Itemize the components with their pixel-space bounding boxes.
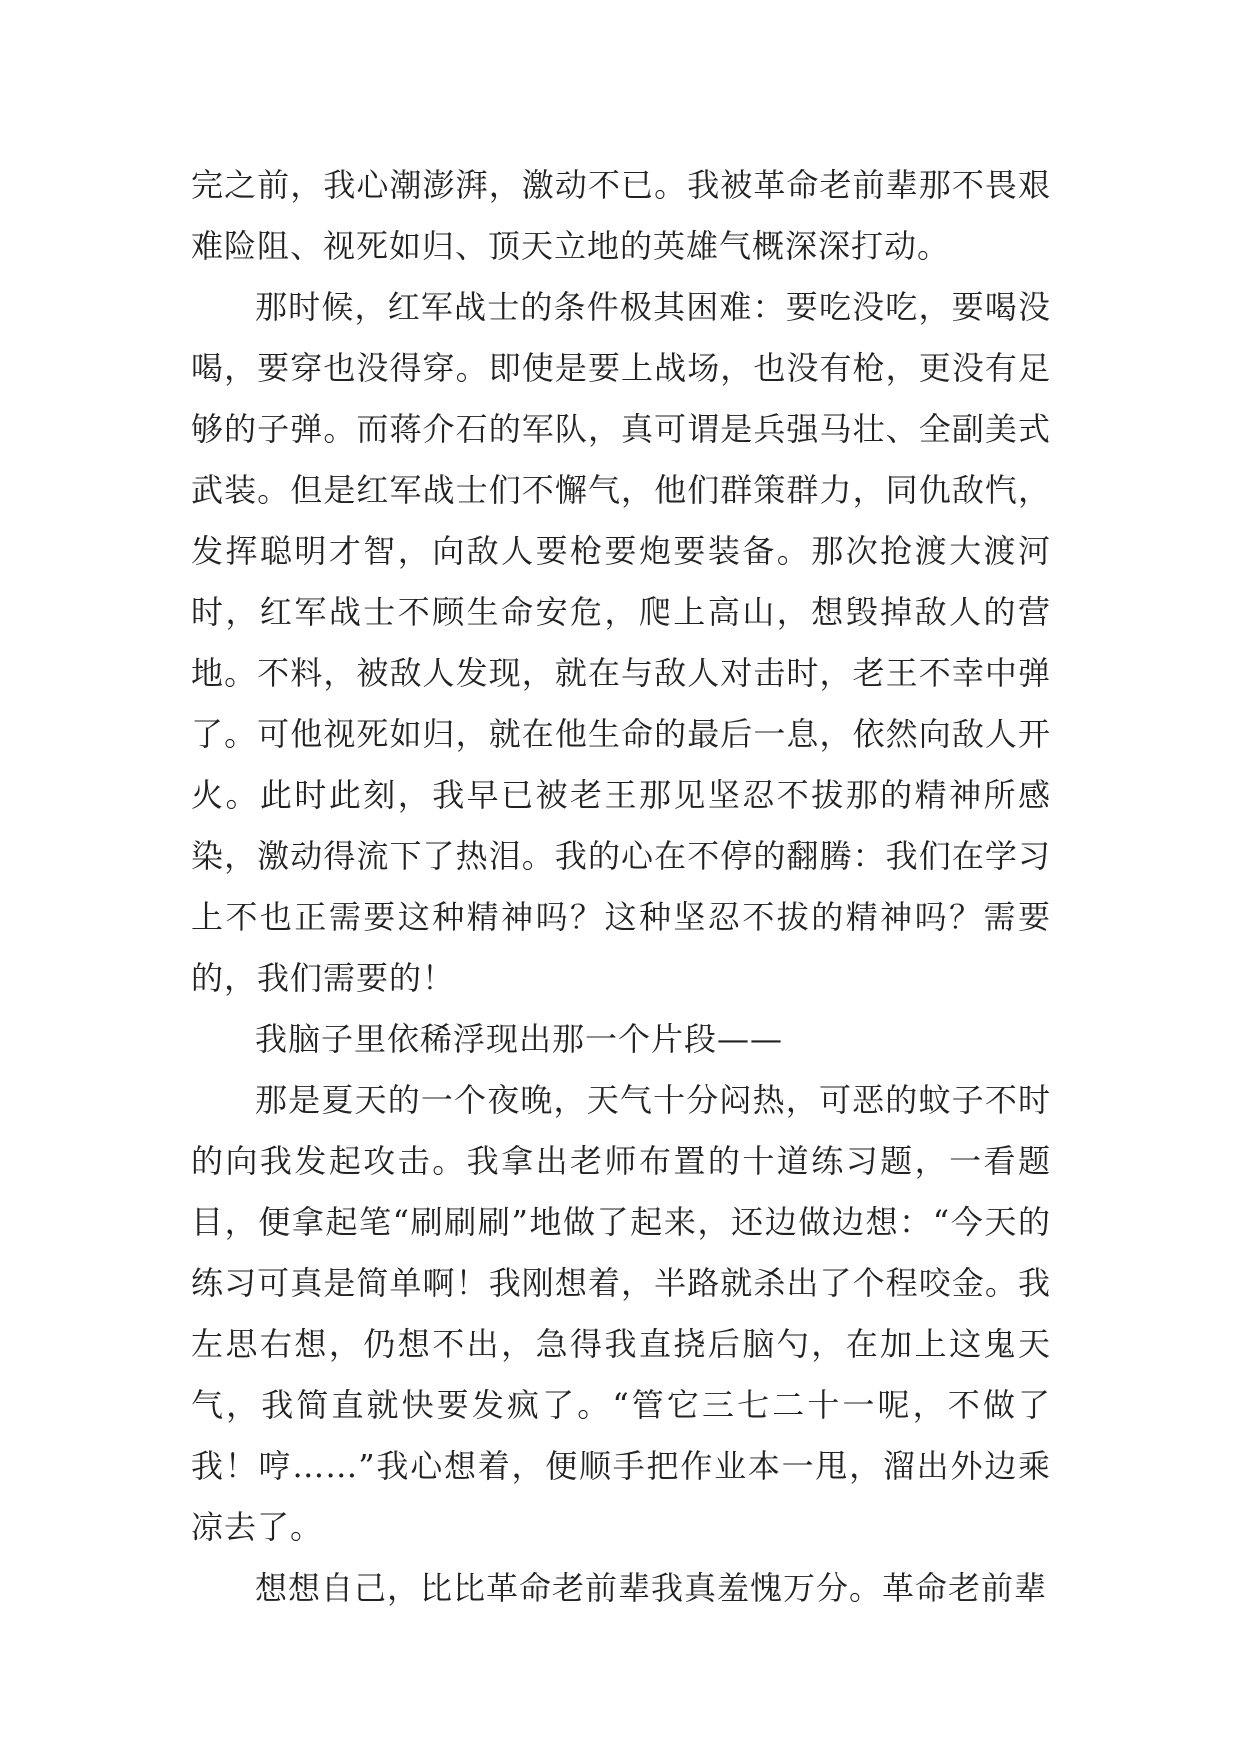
essay-body — [191, 155, 1051, 1619]
paragraph-4: 那是夏天的一个夜晚，天气十分闷热，可恶的蚊子不时的向我发起攻击。我拿出老师布置的十道练习题，一看题目，便拿起笔“刷刷刷”地做了起来，还边做边想：“今天的练习可真是简单啊！我刚想着，半路就杀出了个程咬金。我左思右想，仍想不出，急得我直挠后脑勺，在加上这鬼天气，我简直就快要发疯了。“管它三七二十一呢，不做了我！哼……”我心想着，便顺手把作业本一甩，溜出外边乘凉去了。 — [191, 1081, 1051, 1546]
paragraph-1: 完之前，我心潮澎湃，激动不已。我被革命老前辈那不畏艰难险阻、视死如归、顶天立地的英雄气概深深打动。 — [191, 166, 1051, 265]
paragraph-5: 想想自己，比比革命老前辈我真羞愧万分。革命老前辈 — [255, 1569, 1048, 1607]
paragraph-2: 那时候，红军战士的条件极其困难：要吃没吃，要喝没喝，要穿也没得穿。即使是要上战场，也没有枪，更没有足够的子弹。而蒋介石的军队，真可谓是兵强马壮、全副美式武装。但是红军战士们不懈气，他们群策群力，同仇敌忾，发挥聪明才智，向敌人要枪要炮要装备。那次抢渡大渡河时，红军战士不顾生命安危，爬上高山，想毁掉敌人的营地。不料，被敌人发现，就在与敌人对击时，老王不幸中弹了。可他视死如归，就在他生命的最后一息，依然向敌人开火。此时此刻，我早已被老王那见坚忍不拔那的精神所感染，激动得流下了热泪。我的心在不停的翻腾：我们在学习上不也正需要这种精神吗？这种坚忍不拔的精神吗？需要的，我们需要的！ — [191, 288, 1051, 997]
paragraph-3: 我脑子里依稀浮现出那一个片段—— — [255, 1020, 784, 1058]
